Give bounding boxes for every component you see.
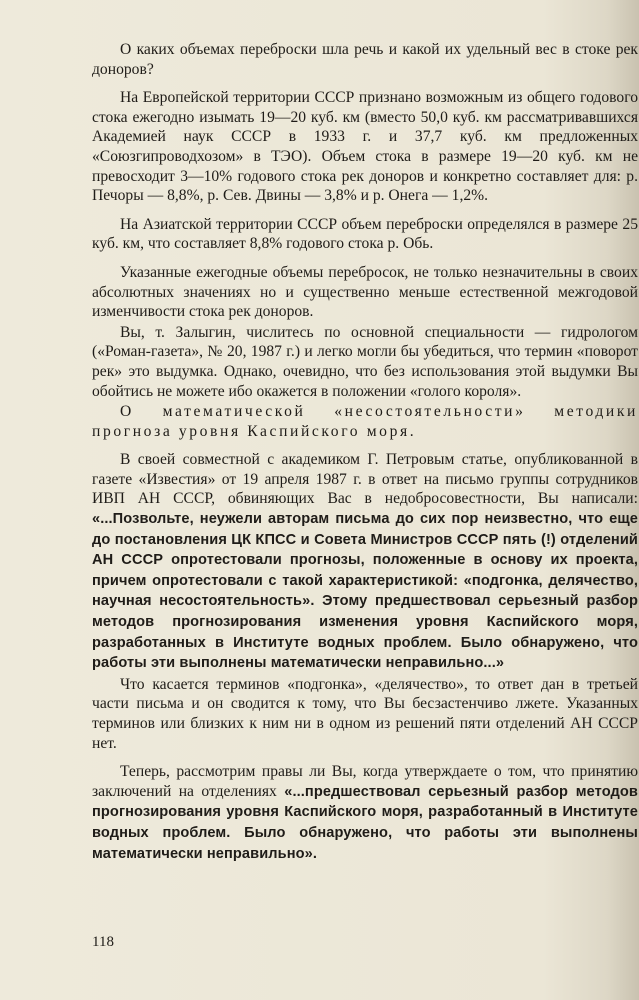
section-heading: О математической «несостоятельности» методики прогноза уровня Каспийского моря. bbox=[92, 403, 638, 440]
paragraph-asian-territory: На Азиатской территории СССР объем переброски определялся в размере 25 куб. км, что составляет 8,8% годового стока р. Обь. bbox=[92, 215, 638, 253]
paragraph-izvestia-quote bbox=[92, 450, 638, 674]
final-bold-quote: «...предшествовал серьезный разбор методов прогнозирования уровня Каспийского моря, разработанный в Институте водных проблем. Было обнаружено, что работы эти выполнены математически неправильно». bbox=[92, 783, 638, 862]
paragraph-question: О каких объемах переброски шла речь и какой их удельный вес в стоке рек доноров? bbox=[92, 41, 638, 78]
quote-intro: В своей совместной с академиком Г. Петровым статье, опубликованной в газете «Известия» от 19 апреля 1987 г. в ответ на письмо группы сотрудников ИВП АН СССР, обвиняющих Вас в недобросовестности, Вы написали: bbox=[92, 451, 638, 508]
page-body bbox=[92, 40, 638, 873]
paragraph-annual-volumes: Указанные ежегодные объемы перебросок, не только незначительны в своих абсолютных значениях но и существенно меньше естественной межгодовой изменчивости стока рек доноров. bbox=[92, 263, 638, 321]
final-intro: Теперь, рассмотрим правы ли Вы, когда утверждаете о том, что принятию заключений на отделениях bbox=[92, 763, 638, 800]
bold-quote: «...Позвольте, неужели авторам письма до сих пор неизвестно, что еще до постановления ЦК КПСС и Совета Министров СССР пять (!) отделений АН СССР опротестовали прогнозы, положенные в основу их проекта, причем опротестовали с такой характеристикой: «подгонка, делячество, научная несостоятельность». Этому предшествовал серьезный разбор методов прогнозирования изменения уровня Каспийского моря, разработанных в Институте водных проблем. Было обнаружено, что работы эти выполнены математически неправильно...» bbox=[92, 511, 638, 672]
paragraph-european-territory: На Европейской территории СССР признано возможным из общего годового стока ежегодно изымать 19—20 куб. км (вместо 50,0 куб. км рассматривавшихся Академией наук СССР в 1933 г. и 37,7 куб. км предложенных «Союзгипроводхозом» в ТЭО). Объем стока в размере 19—20 куб. км не превосходит 3—10% годового стока рек доноров и конкретно составляет для: р. Печоры — 8,8%, р. Сев. Двины — 3,8% и р. Онега — 1,2%. bbox=[92, 89, 638, 205]
paragraph-zalygin: Вы, т. Залыгин, числитесь по основной специальности — гидрологом («Роман-газета», № 20, 1987 г.) и легко могли бы убедиться, что термин «поворот рек» это выдумка. Однако, очевидно, что без использования этой выдумки Вы обойтись не можете ибо окажется в положении «голого короля». bbox=[92, 323, 638, 400]
paragraph-terms: Что касается терминов «подгонка», «делячество», то ответ дан в третьей части письма и он сводится к тому, что Вы бесзастенчиво лжете. Указанных терминов или близких к ним ни в одном из решений пяти отделений АН СССР нет. bbox=[92, 675, 638, 752]
paragraph-final bbox=[92, 762, 638, 864]
page-number: 118 bbox=[92, 934, 114, 950]
